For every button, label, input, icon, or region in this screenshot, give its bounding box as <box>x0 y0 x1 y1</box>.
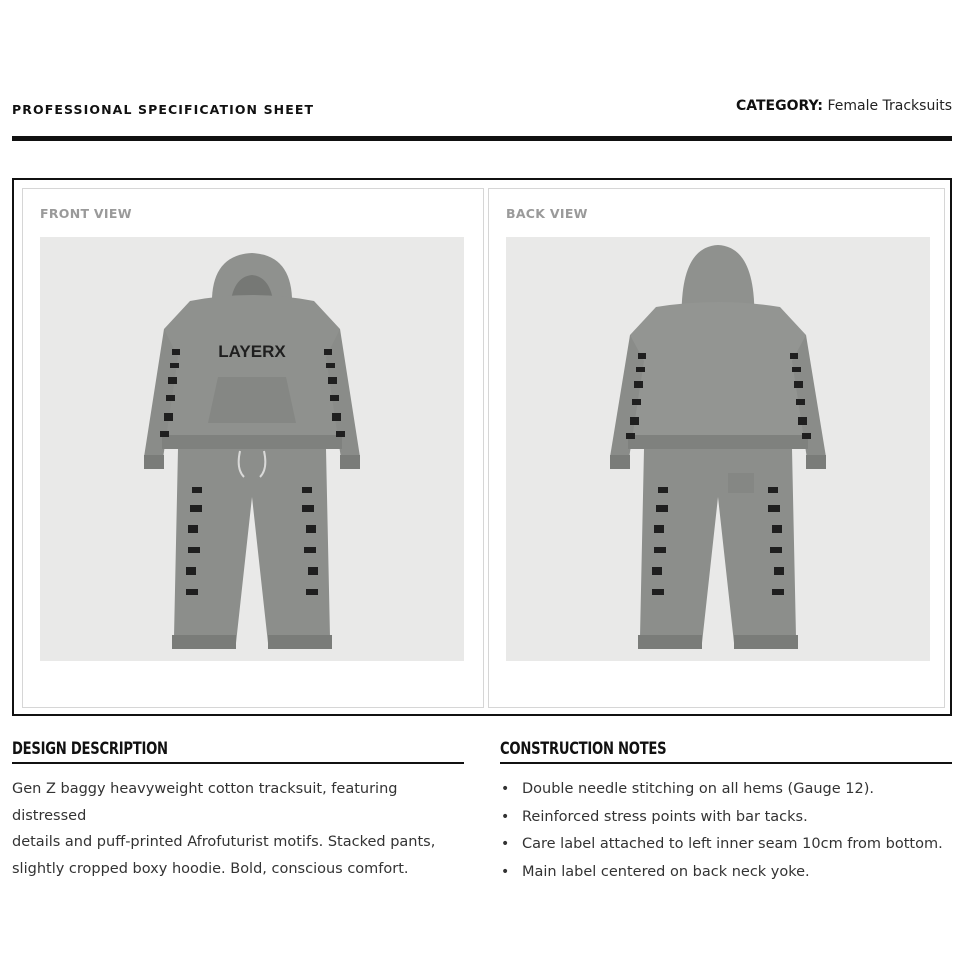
back-view-image <box>506 237 930 661</box>
design-description-text <box>12 776 464 882</box>
design-description-line: slightly cropped boxy hoodie. Bold, conscious comfort. <box>12 860 409 877</box>
construction-note-text: Care label attached to left inner seam 10cm from bottom. <box>522 836 943 852</box>
bullet-icon: • <box>501 863 510 880</box>
category <box>736 98 952 114</box>
construction-notes-list <box>500 776 952 886</box>
hoodie-logo-text: LAYERX <box>218 342 286 361</box>
construction-note <box>500 804 952 832</box>
front-view-label: FRONT VIEW <box>40 206 132 221</box>
bullet-icon: • <box>501 836 510 852</box>
category-label: CATEGORY: <box>735 98 823 114</box>
category-value: Female Tracksuits <box>827 98 952 114</box>
views-frame <box>12 178 952 716</box>
design-description-title: DESIGN DESCRIPTION <box>12 739 168 759</box>
back-view-card <box>488 188 945 708</box>
construction-notes-title: CONSTRUCTION NOTES <box>500 739 667 759</box>
construction-note-text: Double needle stitching on all hems (Gauge 12). <box>522 781 874 797</box>
construction-notes-section <box>500 738 952 886</box>
construction-note-text: Reinforced stress points with bar tacks. <box>522 808 808 825</box>
construction-note-text: Main label centered on back neck yoke. <box>522 863 810 880</box>
header-divider <box>12 136 952 141</box>
construction-notes-rule <box>500 762 952 764</box>
back-view-label: BACK VIEW <box>506 206 588 221</box>
design-description-rule <box>12 762 464 764</box>
construction-note <box>500 776 952 804</box>
sheet-title: PROFESSIONAL SPECIFICATION SHEET <box>12 102 315 117</box>
design-description-line: Gen Z baggy heavyweight cotton tracksuit, featuring distressed <box>12 781 398 824</box>
bullet-icon: • <box>501 808 510 825</box>
design-description-line: details and puff-printed Afrofuturist motifs. Stacked pants, <box>12 834 436 850</box>
bullet-icon: • <box>501 781 510 797</box>
design-description-section <box>12 738 464 882</box>
construction-note <box>500 831 952 859</box>
spec-header <box>12 98 952 122</box>
front-view-image <box>40 237 464 661</box>
front-view-card <box>22 188 484 708</box>
construction-note <box>500 859 952 887</box>
